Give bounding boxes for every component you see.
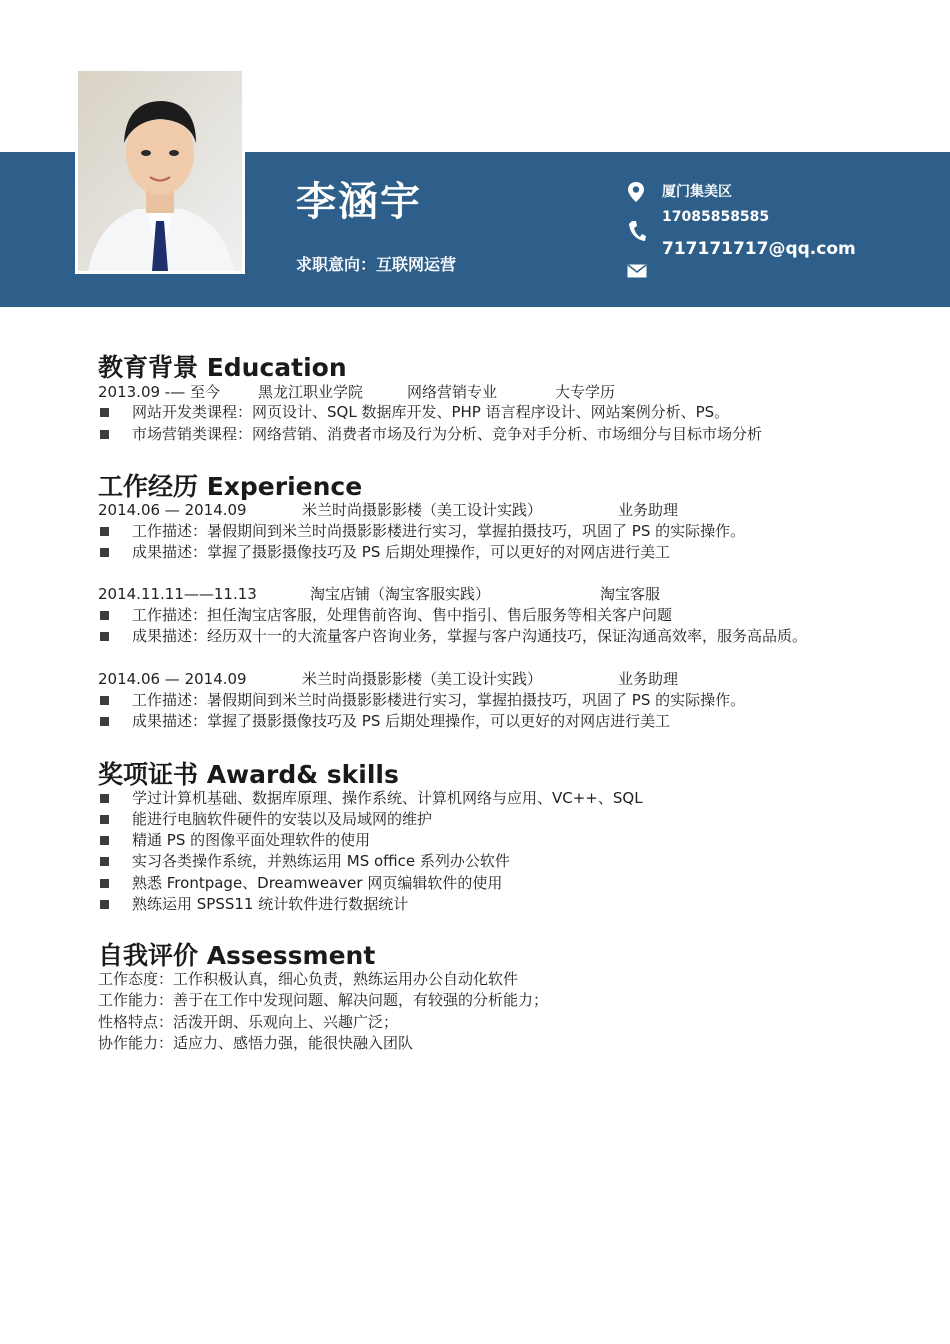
skill-item: 能进行电脑软件硬件的安装以及局域网的维护 xyxy=(132,810,433,828)
education-title: 教育背景 Education xyxy=(98,353,347,382)
bullet-icon xyxy=(100,548,109,557)
profile-photo xyxy=(75,68,245,274)
experience-title: 工作经历 Experience xyxy=(98,472,363,501)
phone-text: 17085858585 xyxy=(662,209,770,225)
education-school: 黑龙江职业学院 xyxy=(258,383,364,401)
skill-item: 熟练运用 SPSS11 统计软件进行数据统计 xyxy=(132,895,409,913)
assessment-line: 协作能力：适应力、感悟力强，能很快融入团队 xyxy=(98,1034,414,1052)
job-detail: 成果描述：掌握了摄影摄像技巧及 PS 后期处理操作，可以更好的对网店进行美工 xyxy=(132,543,671,561)
skill-item: 实习各类操作系统，并熟练运用 MS office 系列办公软件 xyxy=(132,852,510,870)
bullet-icon xyxy=(100,632,109,641)
job-role: 淘宝客服 xyxy=(600,585,661,603)
job-detail: 成果描述：经历双十一的大流量客户咨询业务，掌握与客户沟通技巧，保证沟通高效率，服务高品质。 xyxy=(132,627,808,645)
job-company: 淘宝店铺（淘宝客服实践） xyxy=(310,585,491,603)
job-period: 2014.06 — 2014.09 xyxy=(98,670,247,688)
bullet-icon xyxy=(100,430,109,439)
assessment-line: 性格特点：活泼开朗、乐观向上、兴趣广泛； xyxy=(98,1013,399,1031)
bullet-icon xyxy=(100,815,109,824)
education-major: 网络营销专业 xyxy=(407,383,498,401)
bullet-icon xyxy=(100,408,109,417)
job-detail: 成果描述：掌握了摄影摄像技巧及 PS 后期处理操作，可以更好的对网店进行美工 xyxy=(132,712,671,730)
bullet-icon xyxy=(100,794,109,803)
assessment-title: 自我评价 Assessment xyxy=(98,941,376,970)
bullet-icon xyxy=(100,900,109,909)
location-pin-icon xyxy=(626,181,646,203)
education-period: 2013.09 -— 至今 xyxy=(98,383,220,401)
bullet-icon xyxy=(100,527,109,536)
skill-item: 精通 PS 的图像平面处理软件的使用 xyxy=(132,831,371,849)
job-detail: 工作描述：暑假期间到米兰时尚摄影影楼进行实习，掌握拍摄技巧，巩固了 PS 的实际操作。 xyxy=(132,691,746,709)
bullet-icon xyxy=(100,879,109,888)
job-period: 2014.11.11——11.13 xyxy=(98,585,257,603)
job-period: 2014.06 — 2014.09 xyxy=(98,501,247,519)
candidate-name: 李涵宇 xyxy=(296,179,422,225)
bullet-icon xyxy=(100,717,109,726)
education-course: 市场营销类课程：网络营销、消费者市场及行为分析、竞争对手分析、市场细分与目标市场分析 xyxy=(132,425,763,443)
email-text: 717171717@qq.com xyxy=(662,239,856,259)
phone-icon xyxy=(628,220,646,242)
job-detail: 工作描述：暑假期间到米兰时尚摄影影楼进行实习，掌握拍摄技巧，巩固了 PS 的实际操作。 xyxy=(132,522,746,540)
bullet-icon xyxy=(100,836,109,845)
email-icon xyxy=(627,264,647,278)
bullet-icon xyxy=(100,611,109,620)
bullet-icon xyxy=(100,696,109,705)
assessment-line: 工作态度：工作积极认真，细心负责，熟练运用办公自动化软件 xyxy=(98,970,519,988)
job-role: 业务助理 xyxy=(618,501,679,519)
job-company: 米兰时尚摄影影楼（美工设计实践） xyxy=(302,501,543,519)
job-role: 业务助理 xyxy=(618,670,679,688)
bullet-icon xyxy=(100,857,109,866)
skill-item: 学过计算机基础、数据库原理、操作系统、计算机网络与应用、VC++、SQL xyxy=(132,789,643,807)
job-detail: 工作描述：担任淘宝店客服，处理售前咨询、售中指引、售后服务等相关客户问题 xyxy=(132,606,673,624)
address-text: 厦门集美区 xyxy=(662,184,732,200)
job-company: 米兰时尚摄影影楼（美工设计实践） xyxy=(302,670,543,688)
education-course: 网站开发类课程：网页设计、SQL 数据库开发、PHP 语言程序设计、网站案例分析、PS。 xyxy=(132,403,730,421)
skills-title: 奖项证书 Award& skills xyxy=(98,760,399,789)
assessment-line: 工作能力：善于在工作中发现问题、解决问题，有较强的分析能力； xyxy=(98,991,549,1009)
skill-item: 熟悉 Frontpage、Dreamweaver 网页编辑软件的使用 xyxy=(132,874,503,892)
job-intent: 求职意向：互联网运营 xyxy=(296,255,457,274)
education-degree: 大专学历 xyxy=(555,383,616,401)
